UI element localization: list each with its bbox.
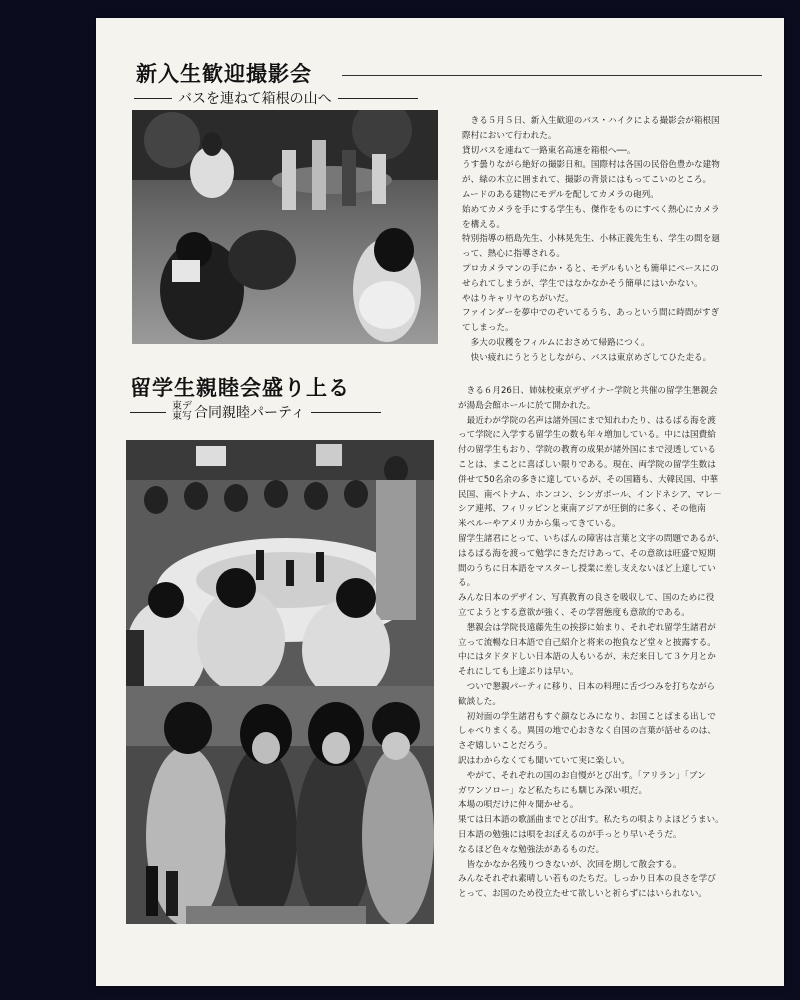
subtitle-text: 合同親睦パーティ bbox=[194, 405, 305, 421]
photo-image bbox=[126, 686, 434, 924]
text-line: 初対面の学生諸君もすぐ顔なじみになり、お国ことばまる出しで bbox=[458, 711, 716, 722]
text-line: 訳はわからなくても聞いていて実に楽しい。 bbox=[458, 755, 630, 766]
text-line: って、熱心に指導される。 bbox=[462, 249, 565, 260]
text-line: 本場の唄だけに仲々聞かせる。 bbox=[458, 800, 579, 811]
text-line: とって、お国のため役立たせて欲しいと祈らずにはいられない。 bbox=[458, 889, 707, 900]
text-line: ファインダーを夢中でのぞいてるうち、あっという間に時間がすぎ bbox=[462, 308, 720, 319]
dash-left bbox=[130, 412, 166, 413]
text-line: シア連邦、フィリッピンと東南アジアが圧倒的に多く、その他南 bbox=[458, 504, 706, 515]
text-line: 最近わが学院の名声は諸外国にまで知れわたり、はるばる海を渡 bbox=[458, 415, 716, 426]
text-line: ついで懇親パーティに移り、日本の料理に舌づつみを打ちながら bbox=[458, 681, 716, 692]
text-line: 快い疲れにうとうとしながら、バスは東京めざしてひた走る。 bbox=[462, 352, 712, 363]
text-line: きる６月26日、姉妹校東京デザイナー学院と共催の留学生懇親会 bbox=[458, 386, 718, 396]
text-line: 歓談した。 bbox=[458, 696, 501, 707]
text-line: きる５月５日、新入生歓迎のバス・ハイクによる撮影会が箱根国 bbox=[462, 116, 720, 126]
text-line: 特別指導の梧島先生、小林晃先生、小林正義先生も、学生の間を廻 bbox=[462, 234, 720, 245]
section-title: 留学生親睦会盛り上る bbox=[130, 376, 350, 400]
subtitle-text: バスを連ねて箱根の山へ bbox=[178, 91, 332, 107]
text-line: 果ては日本語の歌謡曲までとび出す。私たちの唄よりよほどうまい。 bbox=[458, 815, 724, 826]
text-line: しゃべりまくる。異国の地で心おきなく自国の言葉が話せるのは、 bbox=[458, 726, 716, 737]
school-top: 東デ bbox=[172, 401, 192, 412]
text-line: 併せて50名余の多きに達しているが、その国籍も、大韓民国、中華 bbox=[458, 474, 719, 485]
section-subtitle bbox=[130, 402, 381, 422]
text-line: を構える。 bbox=[462, 219, 505, 230]
photo-image bbox=[132, 110, 438, 344]
dash-right bbox=[311, 412, 381, 413]
photo-singing-students bbox=[126, 686, 434, 924]
section-body bbox=[462, 114, 762, 366]
school-names bbox=[172, 402, 192, 422]
text-line: 立てようとする意欲が強く、その学習態度も意欲的である。 bbox=[458, 607, 690, 618]
section-subtitle bbox=[134, 88, 418, 108]
text-line: うす曇りながら絶好の撮影日和。国際村は各国の民俗色豊かな建物 bbox=[462, 160, 720, 171]
text-line: みんなそれぞれ素晴しい若ものたちだ。しっかり日本の良さを学び bbox=[458, 874, 716, 885]
text-line: が、緑の木立に囲まれて、撮影の背景にはもってこいのところ。 bbox=[462, 175, 712, 186]
magazine-page bbox=[96, 18, 784, 986]
text-line: 留学生諸君にとって、いちばんの障害は言葉と文字の問題であるが、 bbox=[458, 533, 725, 544]
text-line: てしまった。 bbox=[462, 323, 514, 334]
text-line: って学院に入学する留学生の数も年々増加している。中には国費給 bbox=[458, 430, 716, 441]
dash-right bbox=[338, 98, 418, 99]
text-line: せられてしまうが、学生ではなかなかそう簡単にはいかない。 bbox=[462, 278, 703, 289]
text-line: さぞ嬉しいことだろう。 bbox=[458, 741, 553, 752]
text-line: 皆なかなか名残りつきないが、次回を期して散会する。 bbox=[458, 859, 682, 870]
text-line: 民国、南ベトナム、ホンコン、シンガポール、インドネシア、マレ－ bbox=[458, 489, 722, 500]
text-line: なるほど色々な勉強法があるものだ。 bbox=[458, 844, 605, 855]
text-line: る。 bbox=[458, 578, 476, 589]
text-line: 始めてカメラを手にする学生も、傑作をものにすべく熱心にカメラ bbox=[462, 204, 720, 215]
text-line: 中にはタドタドしい日本語の人もいるが、未だ来日して３ケ月とか bbox=[458, 652, 716, 663]
text-line: 間のうちに日本語をマスターし授業に差し支えないほど上達してい bbox=[458, 563, 716, 574]
text-line: 懇親会は学院長遠藤先生の挨拶に始まり、それぞれ留学生諸君が bbox=[458, 622, 716, 633]
section-title: 新入生歓迎撮影会 bbox=[136, 62, 312, 86]
text-line: 米ペルーやアメリカから集ってきている。 bbox=[458, 519, 621, 530]
text-line: 付の留学生もおり、学院の教育の成果が諸外国にまで浸透している bbox=[458, 445, 716, 456]
photo-party-table bbox=[126, 440, 434, 686]
text-line: ガワンソロー」など私たちにも馴じみ深い唄だ。 bbox=[458, 785, 648, 796]
text-line: が湯島会館ホールに於て開かれた。 bbox=[458, 400, 596, 411]
school-bottom: 東写 bbox=[172, 411, 192, 422]
title-rule bbox=[342, 75, 762, 76]
text-line: みんな日本のデザイン、写真教育の良さを吸収して、国のために役 bbox=[458, 593, 715, 604]
photo-image bbox=[126, 440, 434, 686]
text-line: プロカメラマンの手にか・ると、モデルもいとも簡単にペースにの bbox=[462, 263, 719, 274]
text-line: 貸切バスを連ねて一路東名高速を箱根へ──。 bbox=[462, 145, 636, 156]
text-line: 立って流暢な日本語で自己紹介と将来の抱負など堂々と披露する。 bbox=[458, 637, 716, 648]
text-line: 際村において行われた。 bbox=[462, 130, 557, 141]
text-line: ムードのある建物にモデルを配してカメラの砲列。 bbox=[462, 189, 659, 200]
section-body bbox=[458, 384, 764, 902]
dash-left bbox=[134, 98, 172, 99]
text-line: やがて、それぞれの国のお自慢がとび出す。「アリラン」「ブン bbox=[458, 770, 706, 781]
text-line: 日本語の勉強には唄をおぼえるのが手っとり早いそうだ。 bbox=[458, 829, 682, 840]
text-line: ことは、まことに喜ばしい限りである。現在、両学院の留学生数は bbox=[458, 459, 716, 470]
text-line: やはりキャリヤのちがいだ。 bbox=[462, 293, 574, 304]
text-line: 多大の収穫をフィルムにおさめて帰路につく。 bbox=[462, 337, 650, 348]
photo-camera-students bbox=[132, 110, 438, 344]
text-line: はるばる海を渡って勉学にきただけあって、その意欲は旺盛で短期 bbox=[458, 548, 716, 559]
text-line: それにしても上達ぶりは早い。 bbox=[458, 667, 579, 678]
